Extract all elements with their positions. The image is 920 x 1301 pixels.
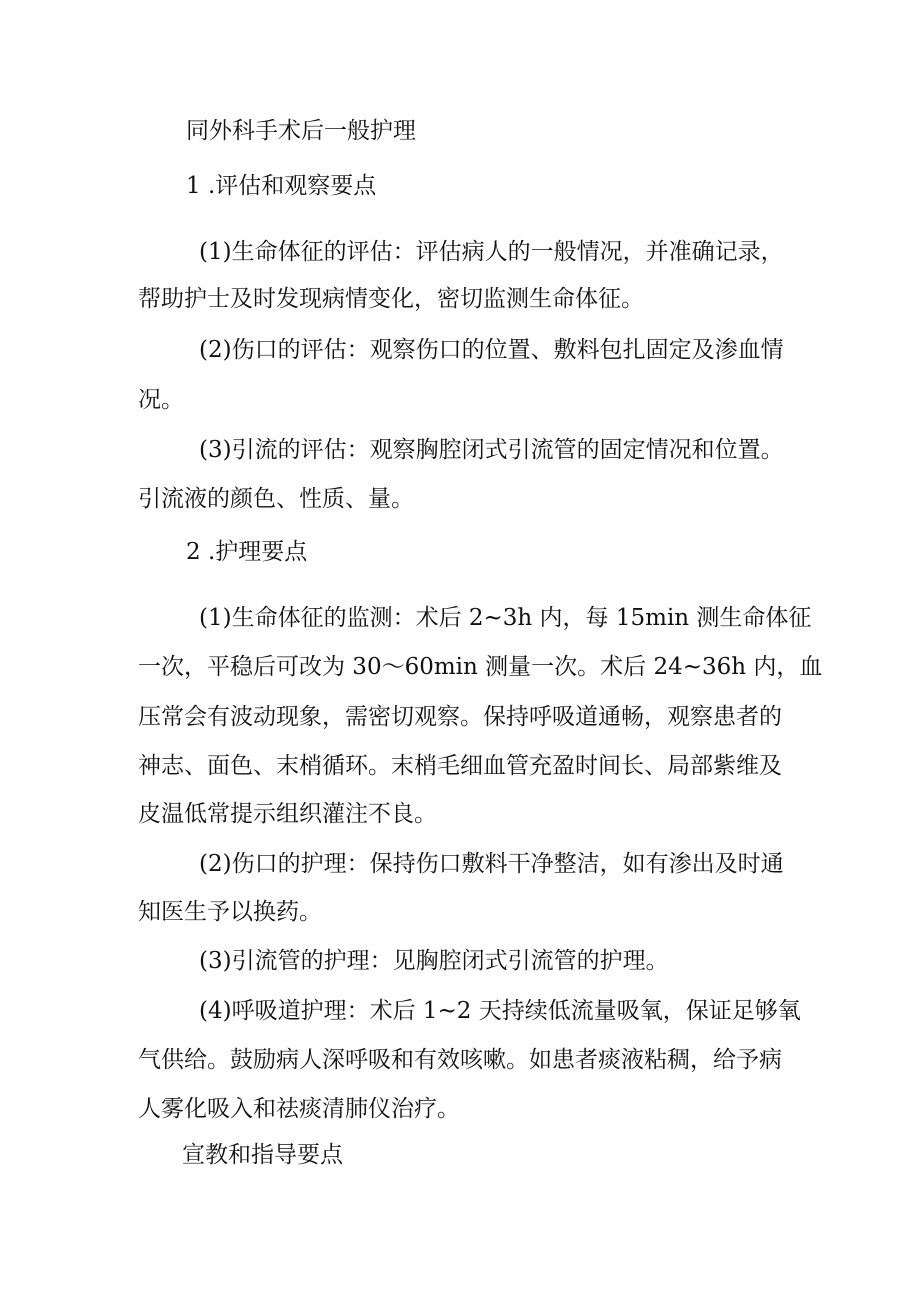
heading-assessment: 1 .评估和观察要点	[186, 173, 377, 199]
paragraph-drainage-assessment-line2: 引流液的颜色、性质、量。	[138, 486, 414, 512]
paragraph-vital-signs-monitoring-line3: 压常会有波动现象，需密切观察。保持呼吸道通畅，观察患者的	[138, 704, 782, 730]
paragraph-respiratory-care-line3: 人雾化吸入和祛痰清肺仪治疗。	[138, 1096, 460, 1122]
paragraph-wound-care-line2: 知医生予以换药。	[138, 899, 322, 925]
heading-education-guidance: 宣教和指导要点	[182, 1142, 343, 1168]
paragraph-wound-assessment-line1: (2)伤口的评估：观察伤口的位置、敷料包扎固定及渗血情	[199, 337, 784, 363]
section-title-general-care: 同外科手术后一般护理	[186, 118, 416, 144]
paragraph-vital-signs-monitoring-line1: (1)生命体征的监测：术后 2~3h 内，每 15min 测生命体征	[199, 605, 812, 631]
paragraph-vital-signs-assessment-line1: (1)生命体征的评估：评估病人的一般情况，并准确记录，	[199, 239, 784, 265]
paragraph-vital-signs-monitoring-line4: 神志、面色、末梢循环。末梢毛细血管充盈时间长、局部紫维及	[138, 753, 782, 779]
paragraph-vital-signs-assessment-line2: 帮助护士及时发现病情变化，密切监测生命体征。	[138, 286, 644, 312]
paragraph-wound-care-line1: (2)伤口的护理：保持伤口敷料干净整洁，如有渗出及时通	[199, 851, 784, 877]
paragraph-wound-assessment-line2: 况。	[138, 387, 184, 413]
paragraph-respiratory-care-line1: (4)呼吸道护理：术后 1~2 天持续低流量吸氧，保证足够氧	[199, 998, 801, 1024]
paragraph-drainage-tube-care: (3)引流管的护理：见胸腔闭式引流管的护理。	[199, 948, 669, 974]
paragraph-drainage-assessment-line1: (3)引流的评估：观察胸腔闭式引流管的固定情况和位置。	[199, 437, 784, 463]
paragraph-vital-signs-monitoring-line2: 一次，平稳后可改为 30～60min 测量一次。术后 24~36h 内，血	[138, 654, 823, 680]
paragraph-vital-signs-monitoring-line5: 皮温低常提示组织灌注不良。	[138, 801, 437, 827]
paragraph-respiratory-care-line2: 气供给。鼓励病人深呼吸和有效咳嗽。如患者痰液粘稠，给予病	[138, 1047, 782, 1073]
heading-care-points: 2 .护理要点	[186, 539, 308, 565]
